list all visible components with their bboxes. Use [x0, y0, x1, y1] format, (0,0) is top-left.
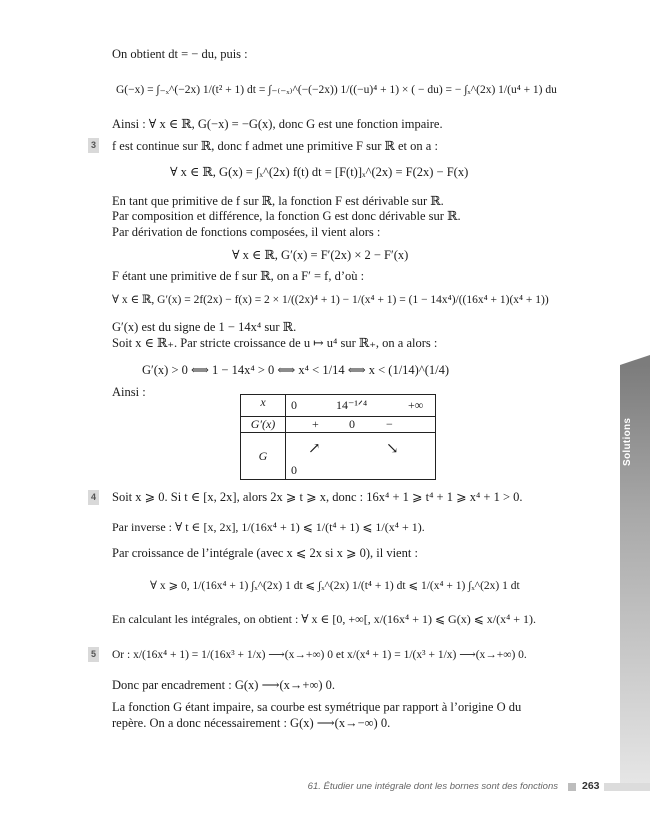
- equation-integral-bounds: ∀ x ⩾ 0, 1/(16x⁴ + 1) ∫ₓ^(2x) 1 dt ⩽ ∫ₓ^(2x) 1/(t⁴ + 1) dt ⩽ 1/(x⁴ + 1) ∫ₓ^(2x) 1 dt: [150, 580, 520, 592]
- increasing-arrow-icon: ↗: [308, 441, 321, 458]
- footer-title: 61. Étudier une intégrale dont les bornes sont des fonctions: [307, 781, 558, 792]
- footer-bar: [604, 783, 650, 791]
- var-table-head-derivative: G′(x): [241, 417, 286, 433]
- decreasing-arrow-icon: ↘: [386, 441, 399, 458]
- text-line: Soit x ∈ ℝ₊. Par stricte croissance de u ↦ u⁴ sur ℝ₊, on a alors :: [112, 336, 438, 350]
- side-tab-label: Solutions: [622, 417, 633, 467]
- text-line: La fonction G étant impaire, sa courbe est symétrique par rapport à l’origine O du: [112, 700, 522, 714]
- equation-g-primitive: ∀ x ∈ ℝ, G(x) = ∫ₓ^(2x) f(t) dt = [F(t)]ₓ^(2x) = F(2x) − F(x): [170, 165, 469, 179]
- x-value-zero: 0: [291, 398, 297, 412]
- sign-plus: +: [312, 417, 319, 432]
- var-table-head-x: x: [241, 395, 286, 417]
- x-value-infinity: +∞: [408, 398, 424, 412]
- text-line: Par composition et différence, la fonction G est donc dérivable sur ℝ.: [112, 209, 461, 223]
- text-line: En calculant les intégrales, on obtient : ∀ x ∈ [0, +∞[, x/(16x⁴ + 1) ⩽ G(x) ⩽ x/(x⁴ + 1).: [112, 612, 537, 626]
- var-table-head-g: G: [241, 433, 286, 480]
- equation-g-derivative-expanded: ∀ x ∈ ℝ, G′(x) = 2f(2x) − f(x) = 2 × 1/((2x)⁴ + 1) − 1/(x⁴ + 1) = (1 − 14x⁴)/((16x⁴ + 1)(x⁴ + 1)): [112, 294, 549, 306]
- text-line: Ainsi : ∀ x ∈ ℝ, G(−x) = −G(x), donc G est une fonction impaire.: [112, 117, 443, 131]
- sign-zero: 0: [349, 417, 355, 432]
- text-line: repère. On a donc nécessairement : G(x) ⟶(x→−∞) 0.: [112, 716, 391, 730]
- text-line: Par dérivation de fonctions composées, il vient alors :: [112, 225, 381, 239]
- var-table-cell: [286, 395, 436, 417]
- text-line: Par croissance de l’intégrale (avec x ⩽ 2x si x ⩾ 0), il vient :: [112, 546, 418, 560]
- footer-square: [568, 783, 576, 791]
- var-table-cell: [286, 417, 436, 433]
- text-line: G′(x) est du signe de 1 − 14x⁴ sur ℝ.: [112, 320, 297, 334]
- text-line: F étant une primitive de f sur ℝ, on a F′ = f, d’où :: [112, 269, 365, 283]
- question-marker-4: 4: [88, 490, 99, 505]
- text-line: Soit x ⩾ 0. Si t ∈ [x, 2x], alors 2x ⩾ t ⩾ x, donc : 16x⁴ + 1 ⩾ t⁴ + 1 ⩾ x⁴ + 1 > 0.: [112, 490, 523, 504]
- equation-g-of-minus-x: G(−x) = ∫₋ₓ^(−2x) 1/(t² + 1) dt = ∫₋₍₋ₓ₎^(−(−2x)) 1/((−u)⁴ + 1) × ( − du) = − ∫ₓ^(2x) 1/(u⁴ + 1) du: [116, 84, 557, 96]
- text-line: Ainsi :: [112, 385, 146, 399]
- sign-minus: −: [386, 417, 393, 432]
- text-line: Donc par encadrement : G(x) ⟶(x→+∞) 0.: [112, 678, 336, 692]
- text-line: En tant que primitive de f sur ℝ, la fonction F est dérivable sur ℝ.: [112, 194, 444, 208]
- variation-table: [240, 394, 436, 480]
- text-line: Par inverse : ∀ t ∈ [x, 2x], 1/(16x⁴ + 1) ⩽ 1/(t⁴ + 1) ⩽ 1/(x⁴ + 1).: [112, 520, 425, 534]
- equation-g-derivative: ∀ x ∈ ℝ, G′(x) = F′(2x) × 2 − F′(x): [232, 248, 409, 262]
- equation-sign-study: G′(x) > 0 ⟺ 1 − 14x⁴ > 0 ⟺ x⁴ < 1/14 ⟺ x < (1/14)^(1/4): [142, 363, 449, 377]
- question-marker-3: 3: [88, 138, 99, 153]
- text-line: Or : x/(16x⁴ + 1) = 1/(16x³ + 1/x) ⟶(x→+∞) 0 et x/(x⁴ + 1) = 1/(x³ + 1/x) ⟶(x→+∞) 0.: [112, 649, 527, 661]
- page-number: 263: [582, 780, 600, 792]
- g-value-zero: 0: [291, 463, 297, 478]
- question-marker-5: 5: [88, 647, 99, 662]
- var-table-cell: [286, 433, 436, 480]
- text-line: f est continue sur ℝ, donc f admet une primitive F sur ℝ et on a :: [112, 139, 438, 153]
- x-value-critical: 14⁻¹ᐟ⁴: [336, 398, 368, 412]
- side-tab-corner: [620, 355, 650, 365]
- text-line: On obtient dt = − du, puis :: [112, 47, 248, 61]
